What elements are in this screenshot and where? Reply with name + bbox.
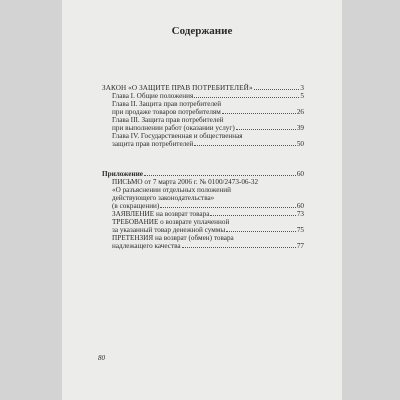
toc-entry-chapter-2: Глава II. Защита прав потребителей при продаже товаров потребителям 26: [112, 100, 304, 116]
toc-entry-chapter-1: Глава I. Общие положения 5: [112, 92, 304, 100]
toc-entry-letter: ПИСЬМО от 7 марта 2006 г. № 0100/2473-06-32 «О разъяснении отдельных положений действующего законодательства» (в сокращении) 60: [112, 178, 304, 210]
toc-entry-law: ЗАКОН «О ЗАЩИТЕ ПРАВ ПОТРЕБИТЕЛЕЙ» 3: [102, 84, 304, 92]
toc-entry-chapter-4: Глава IV. Государственная и общественная защита прав потребителей 50: [112, 132, 304, 148]
toc-entry-demand: ТРЕБОВАНИЕ о возврате уплаченной за указанный товар денежной суммы 75: [112, 218, 304, 234]
table-of-contents: [102, 84, 304, 250]
left-background: [0, 0, 62, 400]
book-page: [62, 0, 342, 400]
toc-entry-appendix: Приложение 60: [102, 170, 304, 178]
right-background: [342, 0, 400, 400]
toc-entry-application: ЗАЯВЛЕНИЕ на возврат товара 73: [112, 210, 304, 218]
page-number: 80: [98, 354, 105, 362]
toc-entry-claim: ПРЕТЕНЗИЯ на возврат (обмен) товара надлежащего качества 77: [112, 234, 304, 250]
toc-entry-chapter-3: Глава III. Защита прав потребителей при выполнении работ (оказании услуг) 39: [112, 116, 304, 132]
page-title: Содержание: [171, 25, 233, 37]
